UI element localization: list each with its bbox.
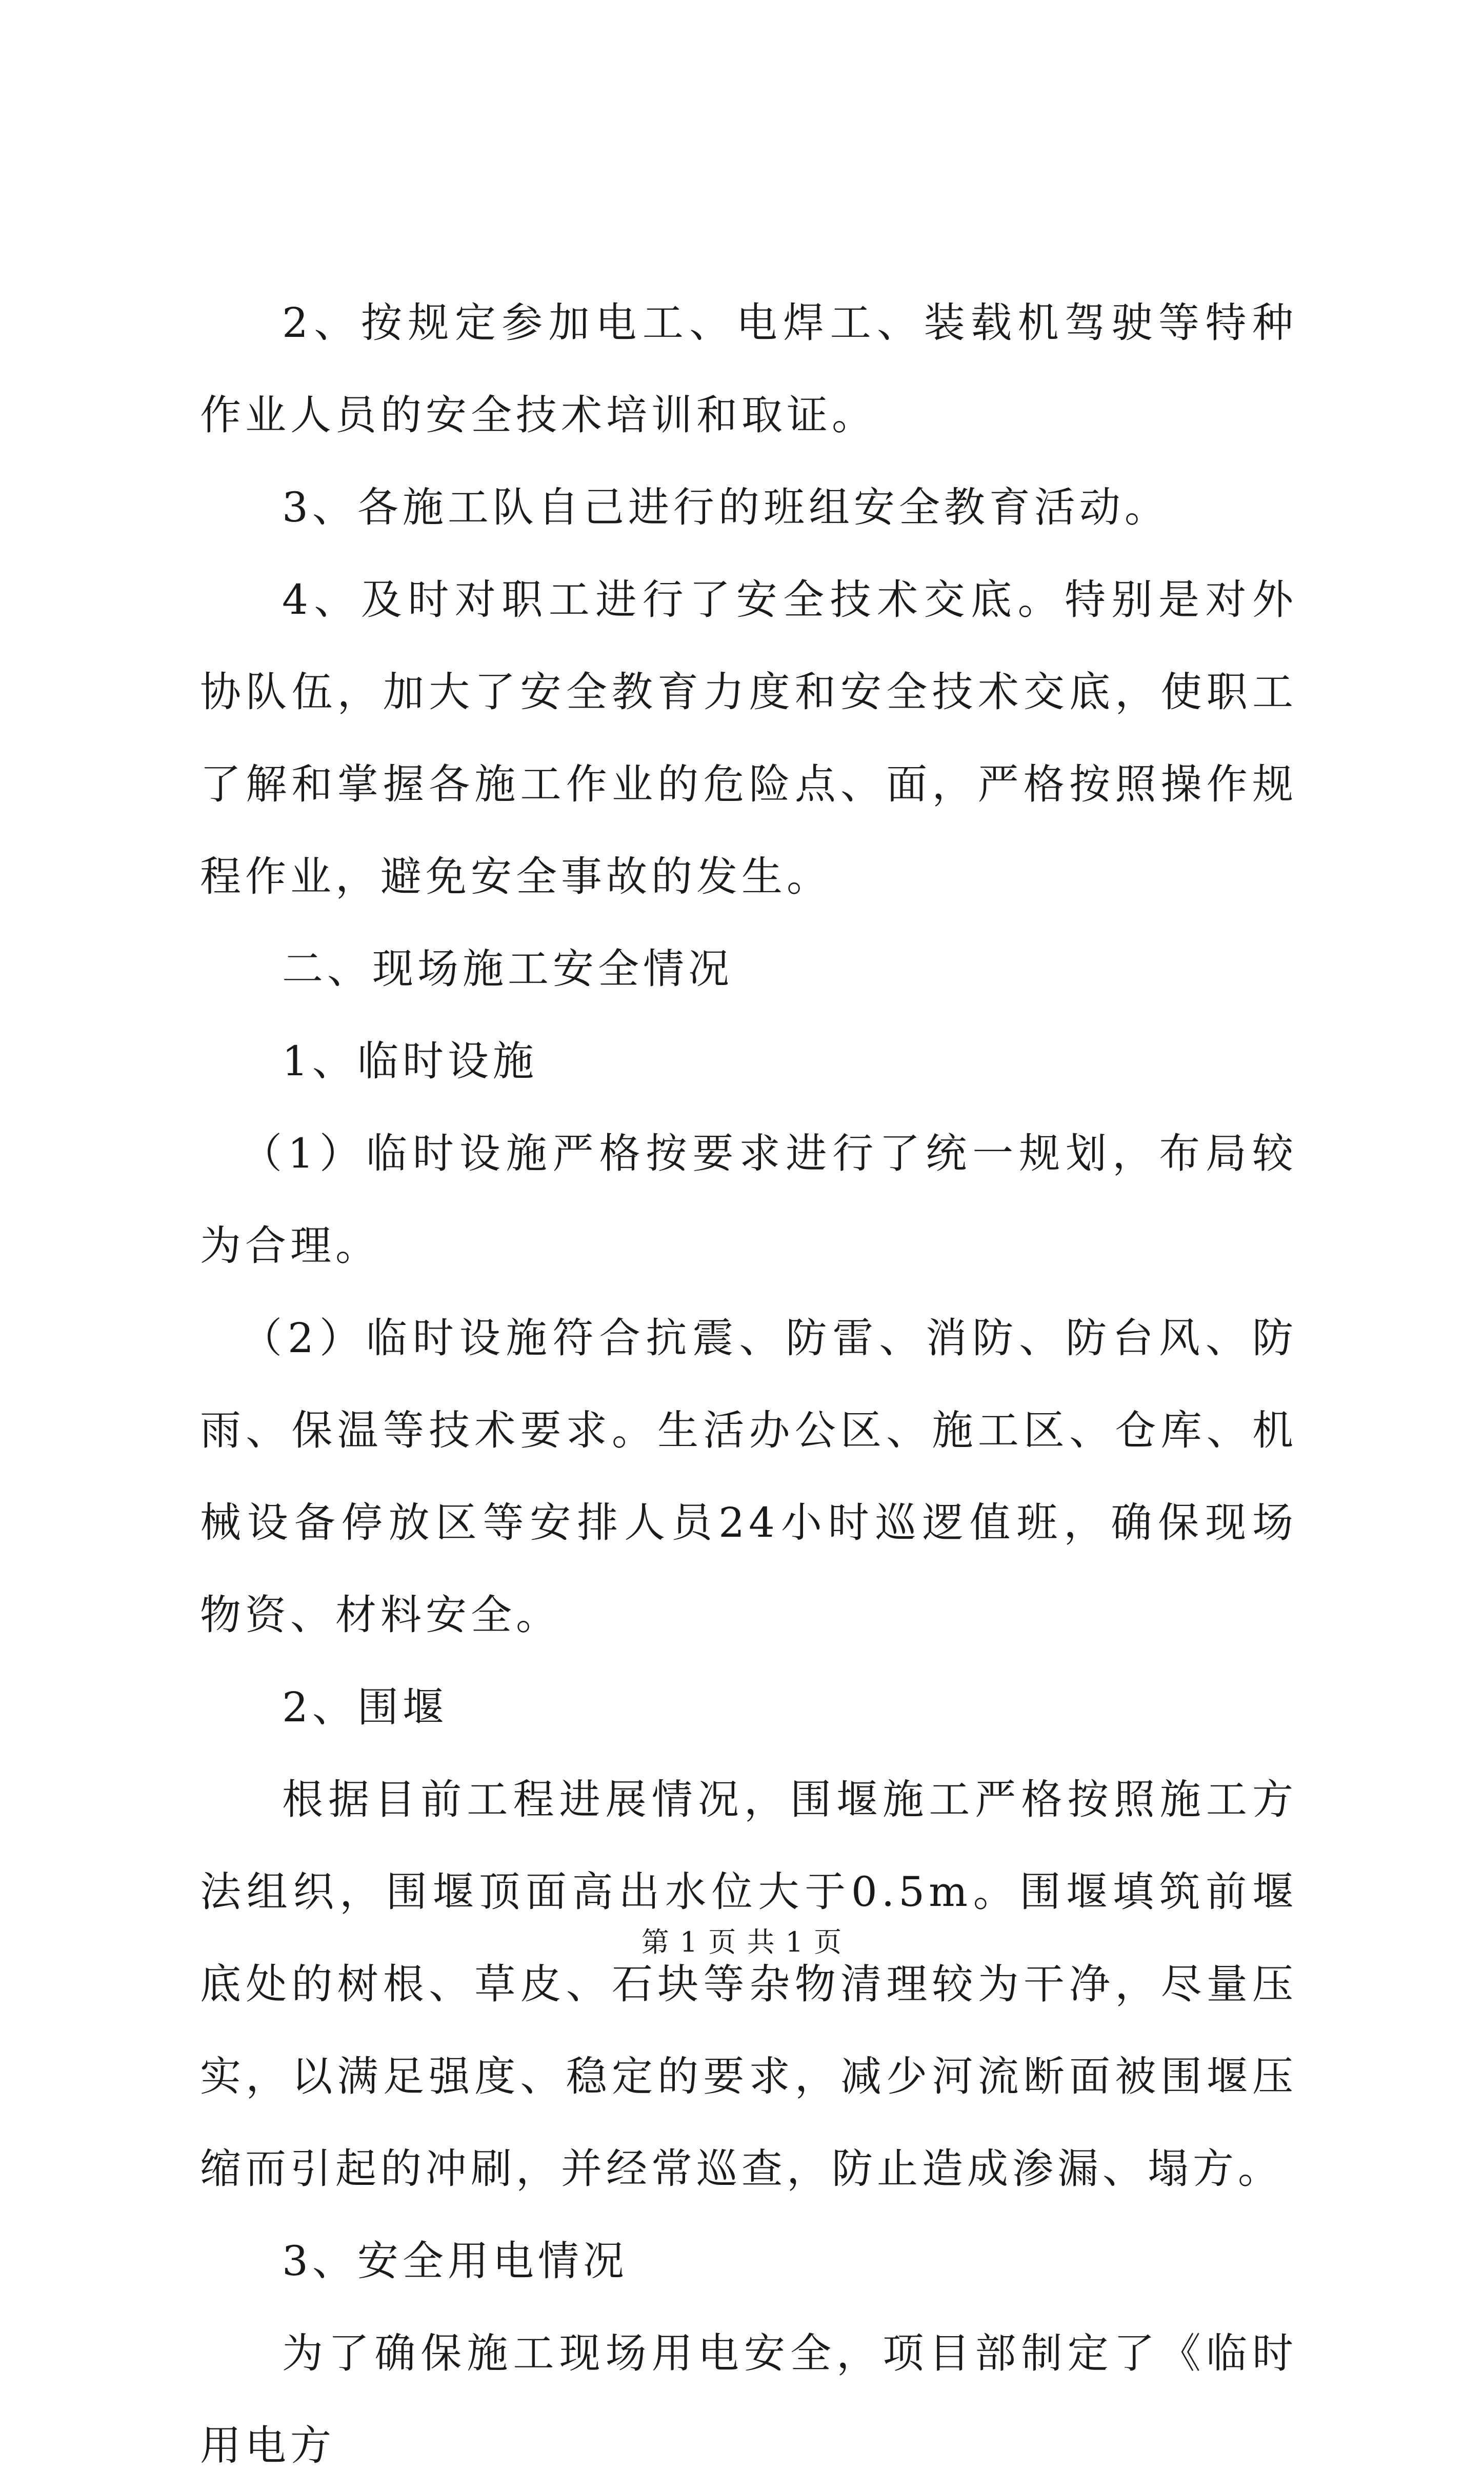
paragraph-facilities-planning: （1）临时设施严格按要求进行了统一规划，布局较为合理。 <box>200 1130 1297 1270</box>
subheading-temporary-facilities: 1、临时设施 <box>282 1037 538 1085</box>
paragraph-facilities-requirements: （2）临时设施符合抗震、防雷、消防、防台风、防雨、保温等技术要求。生活办公区、施工区、仓库、机械设备停放区等安排人员24小时巡逻值班，确保现场物资、材料安全。 <box>200 1314 1297 1639</box>
document-body <box>200 277 1297 2492</box>
paragraph-cofferdam-construction: 根据目前工程进展情况，围堰施工严格按照施工方法组织，围堰顶面高出水位大于0.5m。围堰填筑前堰底处的树根、草皮、石块等杂物清理较为干净，尽量压实，以满足强度、稳定的要求，减少河流断面被围堰压缩而引起的冲刷，并经常巡查，防止造成渗漏、塌方。 <box>200 1776 1297 2193</box>
subheading-cofferdam: 2、围堰 <box>282 1683 448 1731</box>
page-footer: 第 1 页 共 1 页 <box>641 1926 843 1958</box>
paragraph-team-education: 3、各施工队自己进行的班组安全教育活动。 <box>282 484 1170 531</box>
subheading-electrical-safety: 3、安全用电情况 <box>282 2237 628 2285</box>
paragraph-safety-briefing: 4、及时对职工进行了安全技术交底。特别是对外协队伍，加大了安全教育力度和安全技术交底，使职工了解和掌握各施工作业的危险点、面，严格按照操作规程作业，避免安全事故的发生。 <box>200 576 1297 900</box>
paragraph-electrical-safety: 为了确保施工现场用电安全，项目部制定了《临时用电方 <box>200 2329 1297 2469</box>
section-heading-site-safety: 二、现场施工安全情况 <box>282 945 733 993</box>
paragraph-training-certification: 2、按规定参加电工、电焊工、装载机驾驶等特种作业人员的安全技术培训和取证。 <box>200 299 1297 439</box>
